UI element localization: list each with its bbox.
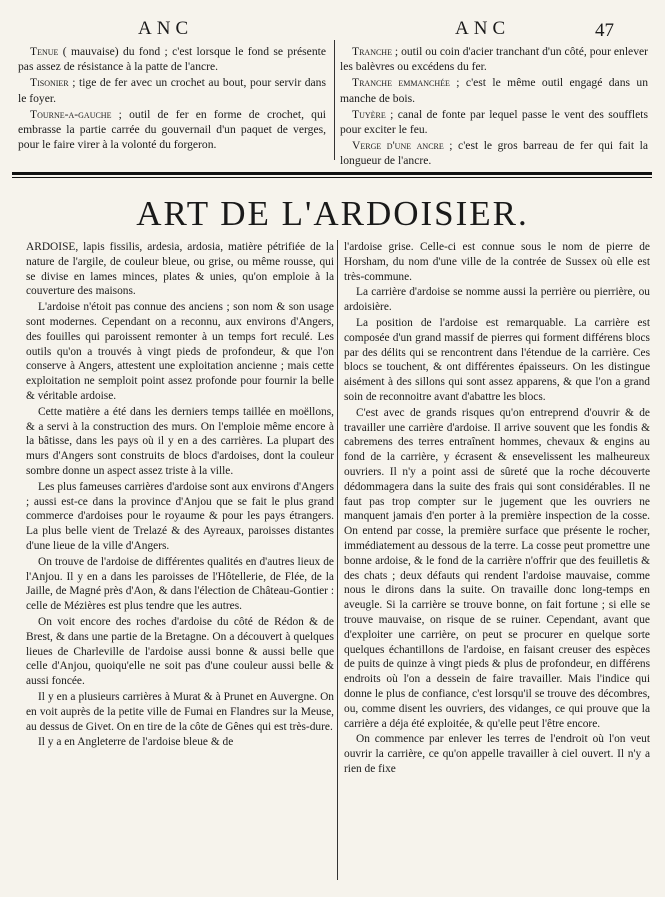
glossary-term: Tourne-a-gauche [30, 107, 112, 121]
section-rule-thin [12, 177, 652, 178]
glossary-left-column [18, 44, 326, 153]
glossary-entry [18, 107, 326, 153]
paragraph: La position de l'ardoise est remarquable. La carrière est composée d'un grand massif de pierres qui forment différens blocs par des délits qui se rencontrent dans l'étendue de la carrière. Ces blocs se touchent, & ont différentes épaisseurs. On les distingue aisément à des sillons qui sont assez apparens, & que l'on a grand soin de reconnoitre avant d'abattre les blocs. [344, 316, 650, 403]
glossary-term: Tuyère [352, 107, 386, 121]
column-divider [337, 240, 338, 880]
paragraph: Cette matière a été dans les derniers temps taillée en moëllons, & a servi à la construction des murs. On l'emploie même encore à la bâtisse, dans les pays où il y en a des carrières. La plupart des murs d'Angers sont construits de blocs d'ardoises, dont la couleur sombre donne un aspect assez triste à la ville. [26, 405, 334, 477]
glossary-text: ; tige de fer avec un crochet au bout, pour servir dans le foyer. [18, 76, 326, 105]
article-title: ART DE L'ARDOISIER. [136, 194, 529, 233]
page-number: 47 [595, 20, 614, 41]
paragraph: l'ardoise grise. Celle-ci est connue sous le nom de pierre de Horsham, du nom d'une ville de la contrée de Sussex où elle est très-commune. [344, 241, 650, 283]
glossary-text: ; c'est le gros barreau de fer qui fait la longueur de l'ancre. [340, 139, 648, 168]
paragraph: On commence par enlever les terres de l'endroit où l'on veut ouvrir la carrière, ce qu'on appelle travailler à ciel ouvert. Il n'y a rien de fixe [344, 733, 650, 775]
paragraph: L'ardoise n'étoit pas connue des anciens ; son nom & son usage sont modernes. Cependant on a reconnu, aux environs d'Angers, des fouilles qui paroissent remonter à un temps fort reculé. Les outils qu'on a trouvés à vingt pieds de profondeur, & que l'on conserve à Angers, attestent une exploitation ancienne ; mais cette exploitation ne semploit point assez profonde pour fournir la belle & véritable ardoise. [26, 301, 334, 402]
header-right: ANC [455, 18, 511, 39]
glossary-text: ( mauvaise) du fond ; c'est lorsque le fond se présente pas assez de résistance à la patte de l'ancre. [18, 45, 326, 74]
glossary-text: ; c'est le même outil engagé dans un manche de bois. [340, 76, 648, 105]
header-left: ANC [138, 18, 194, 39]
glossary-entry [18, 75, 326, 105]
article-left-column [26, 240, 334, 751]
paragraph: La carrière d'ardoise se nomme aussi la perrière ou pierrière, ou ardoisière. [344, 286, 650, 314]
paragraph: On voit encore des roches d'ardoise du côté de Rédon & de Brest, & dans une partie de la Bretagne. On a découvert à quelques lieues de Charleville de l'ardoise aussi bonne & aussi belle que celle d'Anjou, quoiqu'elle ne soit pas d'une couleur aussi belle & aussi foncée. [26, 615, 334, 688]
paragraph: On trouve de l'ardoise de différentes qualités en d'autres lieux de l'Anjou. Il y en a dans les paroisses de l'Hôtellerie, de Flée, de la Jaille, de Magné près d'Aon, & dans l'élection de Château-Gontier : celle de Mézières est plus tendre que les autres. [26, 555, 334, 613]
glossary-term: Tenue [30, 45, 59, 58]
glossary-right-column [340, 44, 648, 170]
column-divider [334, 40, 335, 160]
glossary-entry [340, 107, 648, 137]
article-right-column [344, 240, 650, 778]
glossary-text: ; canal de fonte par lequel passe le vent des soufflets pour exciter le feu. [340, 107, 648, 137]
glossary-text: ; outil ou coin d'acier tranchant d'un côté, pour enlever les balèvres ou excédens du fer. [340, 45, 648, 74]
glossary-text: ; outil de fer en forme de crochet, qui embrasse la partie carrée du gouvernail d'un paquet de verges, pour le faire virer à la volonté du forgeron. [18, 107, 326, 152]
glossary-term: Verge d'une ancre [352, 139, 444, 153]
glossary-entry [340, 44, 648, 74]
glossary-entry [340, 75, 648, 105]
paragraph: Les plus fameuses carrières d'ardoise sont aux environs d'Angers ; aussi est-ce dans la province d'Anjou que se fait le plus grand commerce d'ardoises pour le royaume & pour les pays étrangers. La plus belle vient de Trelazé & des Ayreaux, paroisses distantes d'une lieue de la ville d'Angers. [26, 480, 334, 552]
glossary-entry [18, 44, 326, 74]
paragraph: Il y en a plusieurs carrières à Murat & à Prunet en Auvergne. On en voit auprès de la petite ville de Fumai en Flandres sur la Meuse, au dessus de Givet. On en tire de la côte de Gênes qui est très-dure. [26, 690, 334, 733]
paragraph: C'est avec de grands risques qu'on entreprend d'ouvrir & de travailler une carrière d'ardoise. Il arrive souvent que les fondis & cabremens des terres entraînent hommes, chevaux & engins au fond de la carrière, y écrasent & ensevelissent les malheureux ouvriers. Il n'y a point assi de sûreté que la roche découverte dédommagera dans la suite des frais qui sont considérables. Il ne faut pas trop compter sur le jugement que les ouvriers ne manquent jamais d'en porter à la première inspection de la cosse. On entend par cosse, la première surface que présente le rocher, immédiatement au dessous de la terre. La cosse peut promettre une bonne ardoise, & le fond de la carrière n'offrir que des feuilletis & des chats ; deux défauts qui rendent l'ardoise mauvaise, comme nous le dirons dans la suite. On travaille donc long-temps en aveugle. Si la carrière se trouve bonne, on fait fortune ; si elle se trouve mauvaise, on risque de se ruiner. Cependant, avant que d'exploiter une carrière, on peut se procurer en quelque sorte quelques échantillons de l'ardoise, en faisant creuser des espèces de puits de quinze à vingt pieds & plus de profondeur, en différens endroits où l'on a dessein de faire travailler. Mais l'indice qui donne le plus de confiance, c'est lorsqu'il se trouve des décombres, ou, comme disent les ouvriers, des vidanges, ce qui prouve que la carrière a déja été exploitée, & qu'elle peut l'être encore. [344, 406, 650, 730]
glossary-term: Tranche emmanchée [352, 76, 450, 90]
glossary-term: Tranche [352, 45, 392, 58]
glossary-term: Tisonier [30, 76, 69, 90]
glossary-entry [340, 138, 648, 168]
paragraph: Il y a en Angleterre de l'ardoise bleue & de [38, 736, 234, 749]
section-rule-thick [12, 172, 652, 175]
paragraph: ARDOISE, lapis fissilis, ardesia, ardosia, matière pétrifiée de la nature de l'argile, de couleur bleue, ou grise, ou même rousse, qui se divise en lames minces, plates & unies, qu'on emploie à la couverture des maisons. [26, 241, 334, 298]
